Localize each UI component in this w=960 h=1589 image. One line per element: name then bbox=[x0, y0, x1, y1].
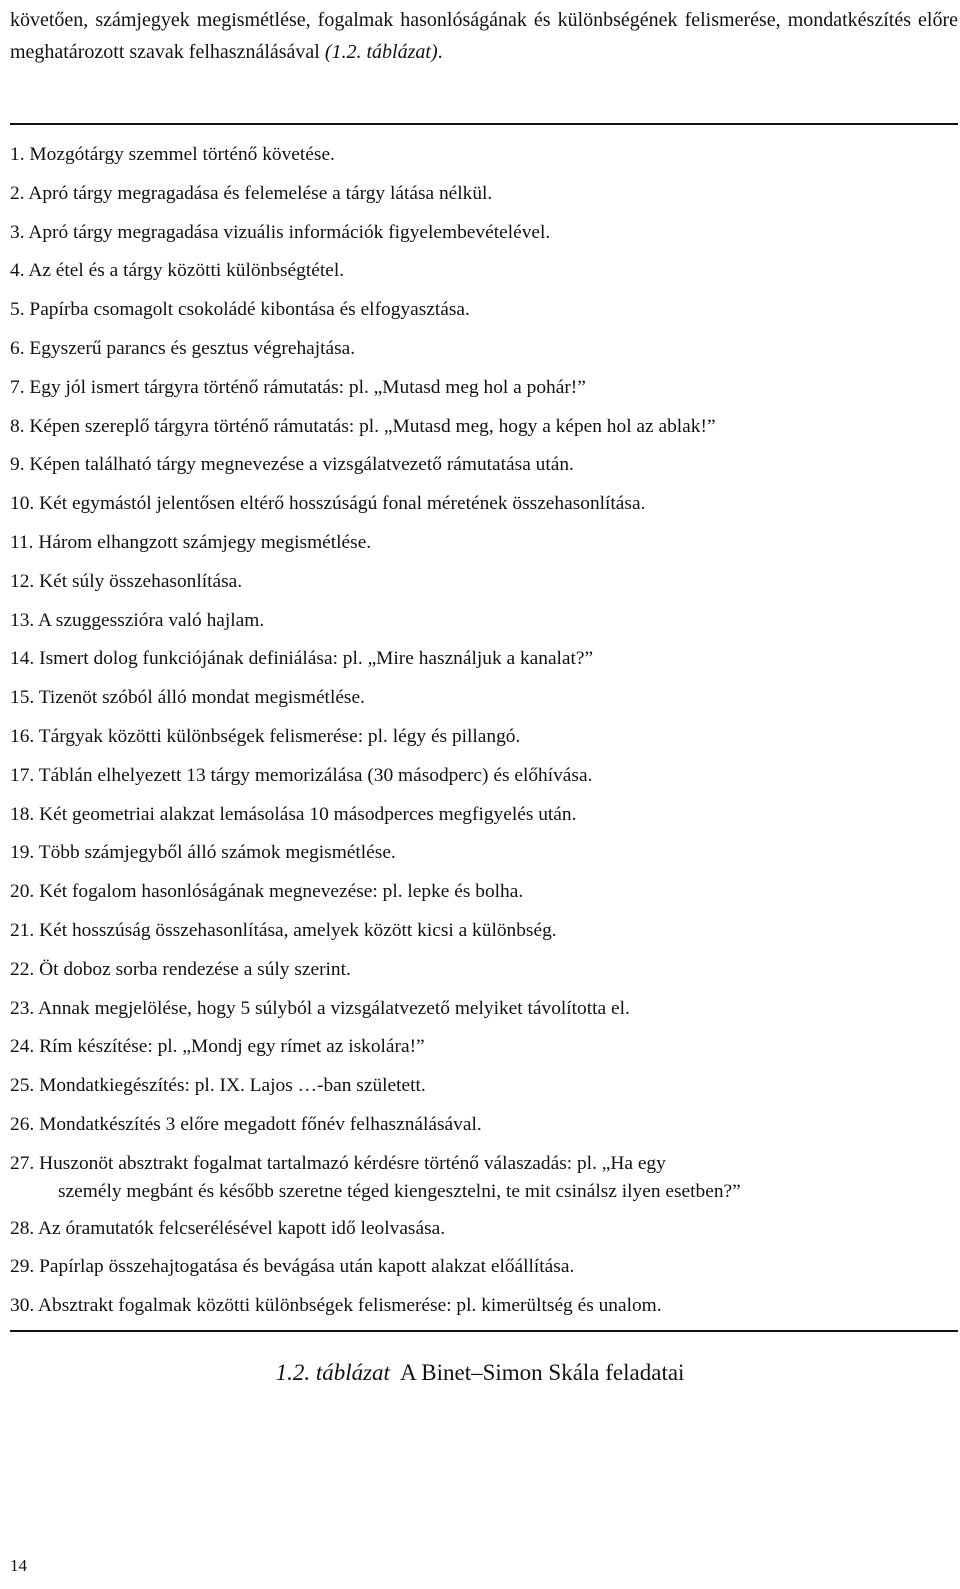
task-text: Az étel és a tárgy közötti különbségtétel. bbox=[28, 260, 345, 282]
table-caption bbox=[0, 1358, 960, 1388]
page-number: 14 bbox=[10, 1556, 27, 1575]
task-text: Táblán elhelyezett 13 tárgy memorizálása (30 másodperc) és előhívása. bbox=[38, 764, 593, 786]
task-text: Képen található tárgy megnevezése a vizsgálatvezető rámutatása után. bbox=[29, 454, 574, 476]
task-item bbox=[10, 796, 958, 835]
task-text: Absztrakt fogalmak közötti különbségek felismerése: pl. kimerültség és unalom. bbox=[38, 1295, 662, 1317]
task-number: 7. bbox=[10, 376, 25, 398]
task-number: 5. bbox=[10, 299, 25, 321]
task-number: 1. bbox=[10, 144, 25, 165]
task-number: 2. bbox=[10, 182, 25, 204]
task-text: Papírba csomagolt csokoládé kibontása és elfogyasztása. bbox=[29, 299, 470, 321]
task-number: 11. bbox=[10, 531, 34, 553]
task-number: 3. bbox=[10, 221, 25, 243]
task-number: 26. bbox=[10, 1113, 35, 1135]
task-item bbox=[10, 252, 958, 291]
task-text: Két geometriai alakzat lemásolása 10 másodperces megfigyelés után. bbox=[39, 803, 577, 825]
task-text: Tárgyak közötti különbségek felismerése: pl. légy és pillangó. bbox=[38, 725, 521, 747]
task-item bbox=[10, 757, 958, 796]
task-number: 30. bbox=[10, 1295, 35, 1317]
task-item bbox=[10, 369, 958, 408]
task-text: Huszonöt absztrakt fogalmat tartalmazó kérdésre történő válaszadás: pl. „Ha egy bbox=[39, 1152, 666, 1174]
task-item bbox=[10, 408, 958, 447]
task-text: Egy jól ismert tárgyra történő rámutatás: pl. „Mutasd meg hol a pohár!” bbox=[29, 376, 586, 398]
task-text: Apró tárgy megragadása vizuális információk figyelembevételével. bbox=[28, 221, 551, 243]
task-text: Mozgótárgy szemmel történő követése. bbox=[29, 144, 335, 165]
task-item bbox=[10, 679, 958, 718]
intro-end: . bbox=[437, 41, 443, 63]
task-number: 20. bbox=[10, 881, 35, 903]
task-text: Az óramutatók felcserélésével kapott idő leolvasása. bbox=[38, 1217, 446, 1239]
task-text: Egyszerű parancs és gesztus végrehajtása. bbox=[29, 337, 356, 359]
task-text: Papírlap összehajtogatása és bevágása után kapott alakzat előállítása. bbox=[39, 1256, 575, 1278]
intro-paragraph bbox=[10, 4, 958, 68]
task-number: 22. bbox=[10, 958, 35, 980]
task-item bbox=[10, 563, 958, 602]
caption-title: A Binet–Simon Skála feladatai bbox=[400, 1360, 685, 1385]
task-text: Apró tárgy megragadása és felemelése a tárgy látása nélkül. bbox=[28, 182, 493, 204]
task-item bbox=[10, 912, 958, 951]
task-text: Ismert dolog funkciójának definiálása: pl. „Mire használjuk a kanalat?” bbox=[39, 648, 594, 670]
task-number: 18. bbox=[10, 803, 35, 825]
task-item bbox=[10, 1106, 958, 1145]
task-number: 21. bbox=[10, 919, 35, 941]
task-text: Annak megjelölése, hogy 5 súlyból a vizsgálatvezető melyiket távolította el. bbox=[38, 997, 630, 1019]
task-number: 16. bbox=[10, 725, 35, 747]
task-number: 10. bbox=[10, 493, 35, 515]
task-number: 25. bbox=[10, 1075, 35, 1097]
task-item bbox=[10, 1248, 958, 1287]
task-text: Két egymástól jelentősen eltérő hosszúságú fonal méretének összehasonlítása. bbox=[39, 493, 646, 515]
task-item bbox=[10, 1145, 958, 1206]
task-number: 15. bbox=[10, 687, 35, 709]
task-item bbox=[10, 718, 958, 757]
task-text: Két súly összehasonlítása. bbox=[39, 570, 243, 592]
task-number: 23. bbox=[10, 997, 35, 1019]
task-number: 12. bbox=[10, 570, 35, 592]
caption-label: 1.2. táblázat bbox=[275, 1360, 390, 1385]
task-item bbox=[10, 524, 958, 563]
task-text: Mondatkiegészítés: pl. IX. Lajos …-ban született. bbox=[39, 1075, 426, 1097]
task-text: A szuggesszióra való hajlam. bbox=[38, 609, 265, 631]
task-number: 8. bbox=[10, 415, 25, 437]
task-item bbox=[10, 990, 958, 1029]
task-item bbox=[10, 446, 958, 485]
task-number: 24. bbox=[10, 1036, 35, 1058]
task-item bbox=[10, 834, 958, 873]
task-item bbox=[10, 175, 958, 214]
table-top-rule bbox=[10, 123, 958, 125]
task-number: 4. bbox=[10, 260, 25, 282]
task-item bbox=[10, 1067, 958, 1106]
task-item bbox=[10, 291, 958, 330]
task-item bbox=[10, 951, 958, 990]
task-text: Öt doboz sorba rendezése a súly szerint. bbox=[39, 958, 351, 980]
task-list bbox=[10, 136, 958, 1326]
task-number: 9. bbox=[10, 454, 25, 476]
task-item bbox=[10, 602, 958, 641]
task-text: Mondatkészítés 3 előre megadott főnév felhasználásával. bbox=[39, 1113, 482, 1135]
task-number: 13. bbox=[10, 609, 35, 631]
task-text: Rím készítése: pl. „Mondj egy rímet az iskolára!” bbox=[39, 1036, 425, 1058]
task-item bbox=[10, 873, 958, 912]
intro-text: követően, számjegyek megismétlése, fogalmak hasonlóságának és különbségének felismerése, mondatkészítés előre meghatározott szavak felhasználásával bbox=[10, 9, 958, 63]
task-item bbox=[10, 485, 958, 524]
task-item bbox=[10, 1028, 958, 1067]
task-text: Három elhangzott számjegy megismétlése. bbox=[38, 531, 372, 553]
task-item bbox=[10, 214, 958, 253]
task-text: Két fogalom hasonlóságának megnevezése: pl. lepke és bolha. bbox=[39, 881, 524, 903]
task-number: 19. bbox=[10, 842, 35, 864]
task-number: 14. bbox=[10, 648, 35, 670]
task-number: 29. bbox=[10, 1256, 35, 1278]
task-number: 28. bbox=[10, 1217, 35, 1239]
task-number: 17. bbox=[10, 764, 35, 786]
task-number: 6. bbox=[10, 337, 25, 359]
task-text: Képen szereplő tárgyra történő rámutatás: pl. „Mutasd meg, hogy a képen hol az ablak!” bbox=[29, 415, 716, 437]
task-text: Két hosszúság összehasonlítása, amelyek között kicsi a különbség. bbox=[39, 919, 557, 941]
task-item bbox=[10, 136, 958, 175]
task-text-continuation: személy megbánt és később szeretne téged kiengesztelni, te mit csinálsz ilyen esetben?” bbox=[58, 1180, 741, 1202]
table-bottom-rule bbox=[10, 1330, 958, 1332]
task-text: Tizenöt szóból álló mondat megismétlése. bbox=[38, 687, 365, 709]
task-number: 27. bbox=[10, 1152, 35, 1174]
table-reference: (1.2. táblázat) bbox=[324, 41, 438, 63]
task-item bbox=[10, 1210, 958, 1249]
task-text: Több számjegyből álló számok megismétlése. bbox=[38, 842, 396, 864]
task-item bbox=[10, 1287, 958, 1326]
task-item bbox=[10, 330, 958, 369]
task-item bbox=[10, 640, 958, 679]
